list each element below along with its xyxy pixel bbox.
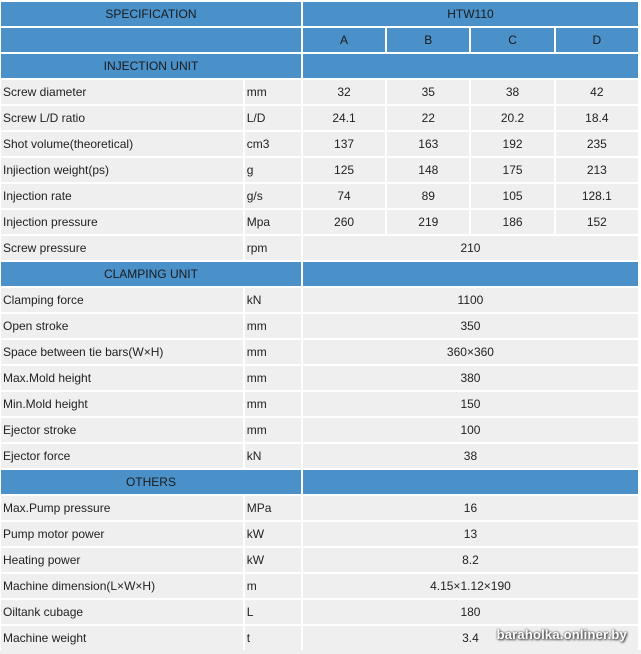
spec-label: Heating power bbox=[1, 548, 243, 572]
header-row-model bbox=[1, 2, 638, 26]
spec-value: 210 bbox=[303, 236, 638, 260]
header-row-variants bbox=[1, 28, 638, 52]
spec-unit: kW bbox=[245, 522, 301, 546]
spec-value: 22 bbox=[387, 106, 469, 130]
variant-d: D bbox=[556, 28, 638, 52]
spec-label: Screw L/D ratio bbox=[1, 106, 243, 130]
variant-c: C bbox=[471, 28, 553, 52]
section-title: INJECTION UNIT bbox=[1, 54, 301, 78]
spec-unit: m bbox=[245, 574, 301, 598]
spec-unit: Mpa bbox=[245, 210, 301, 234]
spec-row bbox=[1, 340, 638, 364]
spec-value: 3.4 bbox=[303, 626, 638, 650]
spec-label: Min.Mold height bbox=[1, 392, 243, 416]
spec-value: 32 bbox=[303, 80, 385, 104]
section-title-filler bbox=[303, 470, 638, 494]
spec-label: Max.Pump pressure bbox=[1, 496, 243, 520]
spec-row bbox=[1, 496, 638, 520]
spec-unit: g/s bbox=[245, 184, 301, 208]
spec-unit: g bbox=[245, 158, 301, 182]
spec-value: 35 bbox=[387, 80, 469, 104]
spec-label: Pump motor power bbox=[1, 522, 243, 546]
spec-row bbox=[1, 210, 638, 234]
spec-value: 1100 bbox=[303, 288, 638, 312]
spec-value: 8.2 bbox=[303, 548, 638, 572]
spec-value: 148 bbox=[387, 158, 469, 182]
spec-label: Injection pressure bbox=[1, 210, 243, 234]
section-title: CLAMPING UNIT bbox=[1, 262, 301, 286]
spec-unit: mm bbox=[245, 314, 301, 338]
section-title: OTHERS bbox=[1, 470, 301, 494]
section-title-filler bbox=[303, 54, 638, 78]
spec-unit: cm3 bbox=[245, 132, 301, 156]
spec-value: 38 bbox=[471, 80, 553, 104]
watermark: baraholka.onliner.by bbox=[496, 627, 627, 642]
spec-label: Machine dimension(L×W×H) bbox=[1, 574, 243, 598]
bottom-strip bbox=[0, 650, 641, 654]
spec-label: Ejector force bbox=[1, 444, 243, 468]
spec-row bbox=[1, 132, 638, 156]
spec-unit: kN bbox=[245, 288, 301, 312]
spec-value: 186 bbox=[471, 210, 553, 234]
spec-value: 125 bbox=[303, 158, 385, 182]
spec-unit: kW bbox=[245, 548, 301, 572]
spec-label: Injiection weight(ps) bbox=[1, 158, 243, 182]
spec-unit: mm bbox=[245, 366, 301, 390]
spec-unit: kN bbox=[245, 444, 301, 468]
spec-unit: t bbox=[245, 626, 301, 650]
spec-row bbox=[1, 418, 638, 442]
spec-row bbox=[1, 184, 638, 208]
spec-row bbox=[1, 288, 638, 312]
spec-row bbox=[1, 444, 638, 468]
spec-value: 13 bbox=[303, 522, 638, 546]
spec-unit: mm bbox=[245, 418, 301, 442]
spec-value: 219 bbox=[387, 210, 469, 234]
model-header: HTW110 bbox=[303, 2, 638, 26]
spec-label: Injection rate bbox=[1, 184, 243, 208]
spec-value: 100 bbox=[303, 418, 638, 442]
spec-label: Open stroke bbox=[1, 314, 243, 338]
spec-value: 4.15×1.12×190 bbox=[303, 574, 638, 598]
spec-value: 74 bbox=[303, 184, 385, 208]
spec-row bbox=[1, 522, 638, 546]
spec-value: 163 bbox=[387, 132, 469, 156]
spec-value: 213 bbox=[556, 158, 638, 182]
spec-row bbox=[1, 392, 638, 416]
spec-row bbox=[1, 158, 638, 182]
spec-label: Space between tie bars(W×H) bbox=[1, 340, 243, 364]
spec-value: 24.1 bbox=[303, 106, 385, 130]
spec-value: 350 bbox=[303, 314, 638, 338]
spec-row bbox=[1, 548, 638, 572]
spec-value: 235 bbox=[556, 132, 638, 156]
section-header-row bbox=[1, 470, 638, 494]
spec-value: 89 bbox=[387, 184, 469, 208]
spec-unit: MPa bbox=[245, 496, 301, 520]
spec-row bbox=[1, 600, 638, 624]
spec-unit: L/D bbox=[245, 106, 301, 130]
spec-label: Max.Mold height bbox=[1, 366, 243, 390]
spec-value: 180 bbox=[303, 600, 638, 624]
spec-label: Shot volume(theoretical) bbox=[1, 132, 243, 156]
spec-label: Screw diameter bbox=[1, 80, 243, 104]
spec-unit: rpm bbox=[245, 236, 301, 260]
section-title-filler bbox=[303, 262, 638, 286]
spec-row bbox=[1, 314, 638, 338]
variant-header-blank bbox=[1, 28, 301, 52]
spec-value: 192 bbox=[471, 132, 553, 156]
spec-value: 105 bbox=[471, 184, 553, 208]
spec-value: 128.1 bbox=[556, 184, 638, 208]
spec-label: Clamping force bbox=[1, 288, 243, 312]
spec-value: 380 bbox=[303, 366, 638, 390]
spec-label: Screw pressure bbox=[1, 236, 243, 260]
spec-value: 175 bbox=[471, 158, 553, 182]
spec-label: Oiltank cubage bbox=[1, 600, 243, 624]
spec-label: Ejector stroke bbox=[1, 418, 243, 442]
spec-value: 18.4 bbox=[556, 106, 638, 130]
spec-label: Machine weight bbox=[1, 626, 243, 650]
spec-row bbox=[1, 574, 638, 598]
spec-value: 260 bbox=[303, 210, 385, 234]
section-header-row bbox=[1, 54, 638, 78]
spec-unit: L bbox=[245, 600, 301, 624]
spec-value: 360×360 bbox=[303, 340, 638, 364]
spec-unit: mm bbox=[245, 392, 301, 416]
spec-row bbox=[1, 236, 638, 260]
spec-value: 20.2 bbox=[471, 106, 553, 130]
variant-a: A bbox=[303, 28, 385, 52]
spec-value: 137 bbox=[303, 132, 385, 156]
spec-value: 150 bbox=[303, 392, 638, 416]
spec-value: 42 bbox=[556, 80, 638, 104]
spec-row bbox=[1, 106, 638, 130]
section-header-row bbox=[1, 262, 638, 286]
spec-row bbox=[1, 366, 638, 390]
spec-value: 38 bbox=[303, 444, 638, 468]
variant-b: B bbox=[387, 28, 469, 52]
spec-unit: mm bbox=[245, 340, 301, 364]
spec-value: 152 bbox=[556, 210, 638, 234]
spec-header: SPECIFICATION bbox=[1, 2, 301, 26]
spec-unit: mm bbox=[245, 80, 301, 104]
spec-value: 16 bbox=[303, 496, 638, 520]
spec-row bbox=[1, 80, 638, 104]
